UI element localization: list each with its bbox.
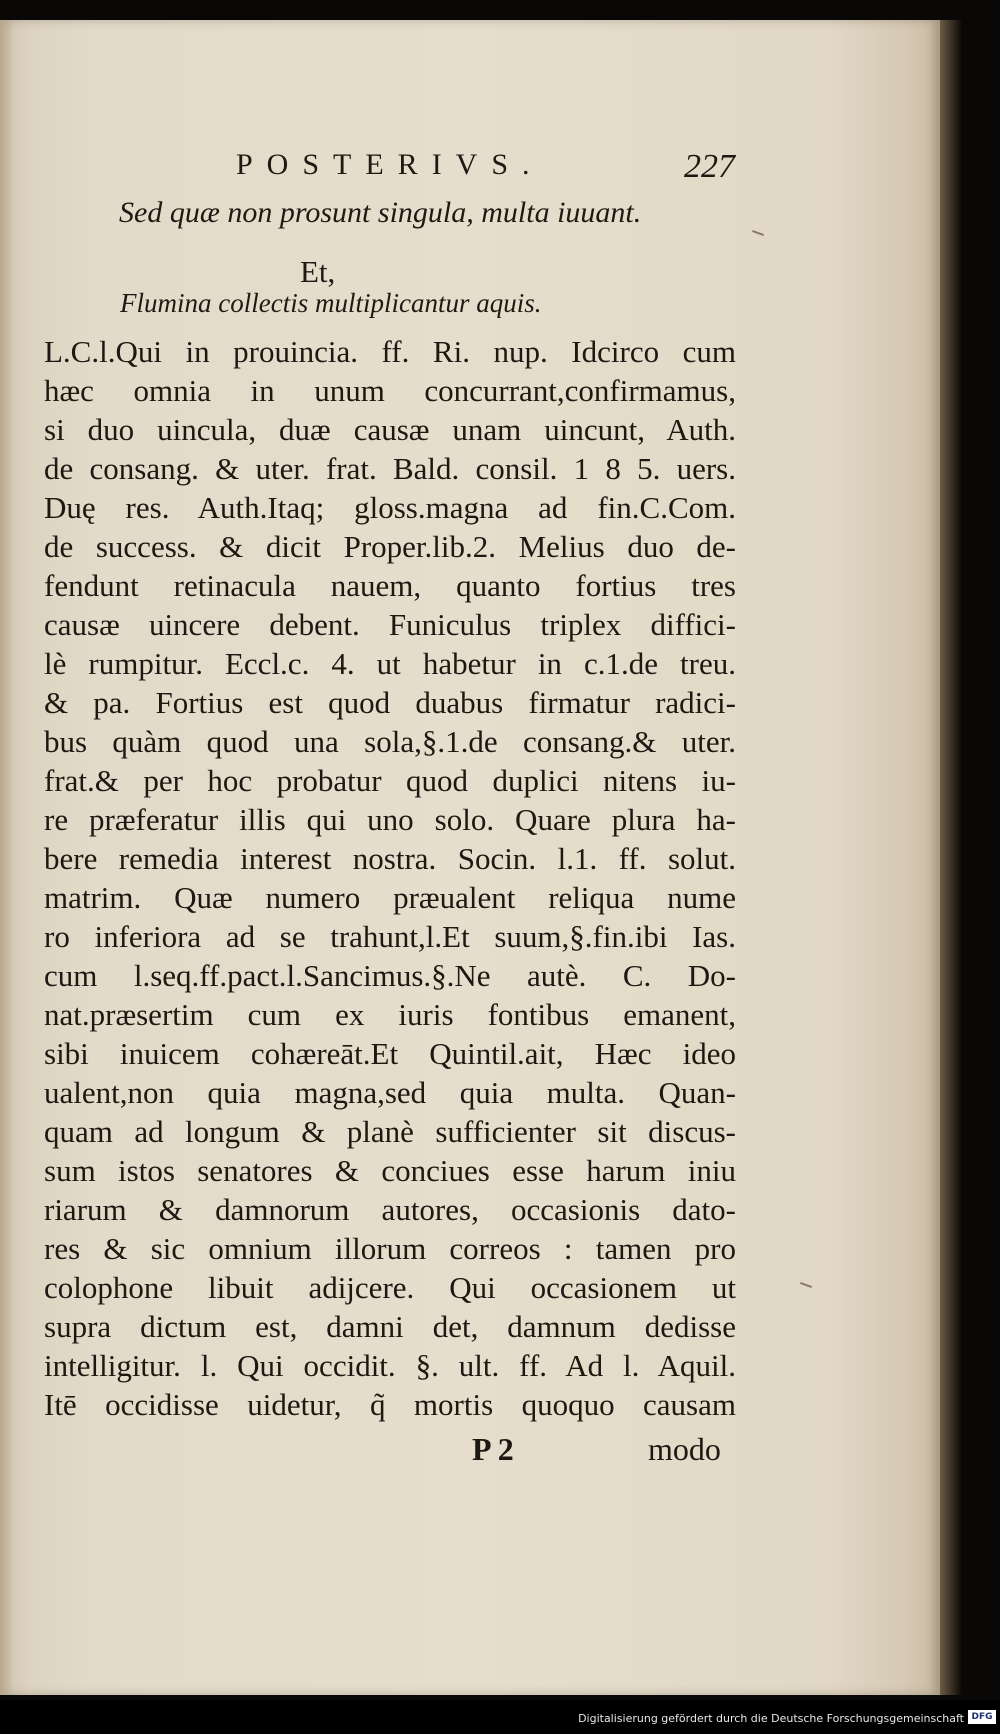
verse-connector: Et, (300, 254, 336, 289)
text-line: causæ uincere debent. Funiculus triplex diffici- (44, 607, 736, 642)
text-line: res & sic omnium illorum correos : tamen pro (44, 1231, 736, 1266)
text-line: bus quàm quod una sola,§.1.de consang.& uter. (44, 724, 736, 759)
signature-mark: P 2 (472, 1431, 514, 1467)
text-line: bere remedia interest nostra. Socin. l.1. ff. solut. (44, 841, 736, 876)
text-line: sibi inuicem cohæreāt.Et Quintil.ait, Hæc ideo (44, 1036, 736, 1071)
text-line: re præferatur illis qui uno solo. Quare plura ha- (44, 802, 736, 837)
text-line: matrim. Quæ numero præualent reliqua nume (44, 880, 736, 915)
margin-mark (752, 230, 764, 236)
catchword: modo (648, 1431, 721, 1467)
text-line: quam ad longum & planè sufficienter sit discus- (44, 1114, 736, 1149)
text-line: hæc omnia in unum concurrant,confirmamus, (44, 373, 736, 408)
page-header (236, 148, 736, 188)
funding-credit: Digitalisierung gefördert durch die Deutsche Forschungsgemeinschaft (578, 1712, 964, 1725)
book-page (0, 20, 940, 1695)
text-line: ualent,non quia magna,sed quia multa. Quan- (44, 1075, 736, 1110)
text-line: Itē occidisse uidetur, q̃ mortis quoquo causam (44, 1387, 736, 1422)
text-line: riarum & damnorum autores, occasionis dato- (44, 1192, 736, 1227)
text-line: lè rumpitur. Eccl.c. 4. ut habetur in c.1.de treu. (44, 646, 736, 681)
page-number: 227 (684, 148, 735, 185)
footer-bar (0, 1700, 1000, 1734)
text-line: si duo uincula, duæ causæ unam uincunt, Auth. (44, 412, 736, 447)
text-line: nat.præsertim cum ex iuris fontibus emanent, (44, 997, 736, 1032)
page-edge (940, 20, 962, 1695)
verse-line-2: Flumina collectis multiplicantur aquis. (120, 288, 542, 318)
text-line: supra dictum est, damni det, damnum dedisse (44, 1309, 736, 1344)
margin-mark (800, 1282, 812, 1288)
text-line: cum l.seq.ff.pact.l.Sancimus.§.Ne autè. C. Do- (44, 958, 736, 993)
text-line: de consang. & uter. frat. Bald. consil. 1 8 5. uers. (44, 451, 736, 486)
text-line: fendunt retinacula nauem, quanto fortius tres (44, 568, 736, 603)
text-line: colophone libuit adijcere. Qui occasionem ut (44, 1270, 736, 1305)
page-footer-line (472, 1431, 742, 1475)
text-line: sum istos senatores & conciues esse harum iniu (44, 1153, 736, 1188)
running-title: POSTERIVS. (236, 148, 544, 181)
verse-line-1: Sed quæ non prosunt singula, multa iuuant. (119, 196, 642, 229)
text-line: Duę res. Auth.Itaq; gloss.magna ad fin.C.Com. (44, 490, 736, 525)
text-line: de success. & dicit Proper.lib.2. Melius duo de- (44, 529, 736, 564)
text-line: L.C.l.Qui in prouincia. ff. Ri. nup. Idcirco cum (44, 334, 736, 369)
body-text (44, 332, 744, 1424)
dfg-logo: DFG (968, 1710, 996, 1724)
text-line: ro inferiora ad se trahunt,l.Et suum,§.fin.ibi Ias. (44, 919, 736, 954)
text-line: intelligitur. l. Qui occidit. §. ult. ff. Ad l. Aquil. (44, 1348, 736, 1383)
text-line: frat.& per hoc probatur quod duplici nitens iu- (44, 763, 736, 798)
text-line: & pa. Fortius est quod duabus firmatur radici- (44, 685, 736, 720)
